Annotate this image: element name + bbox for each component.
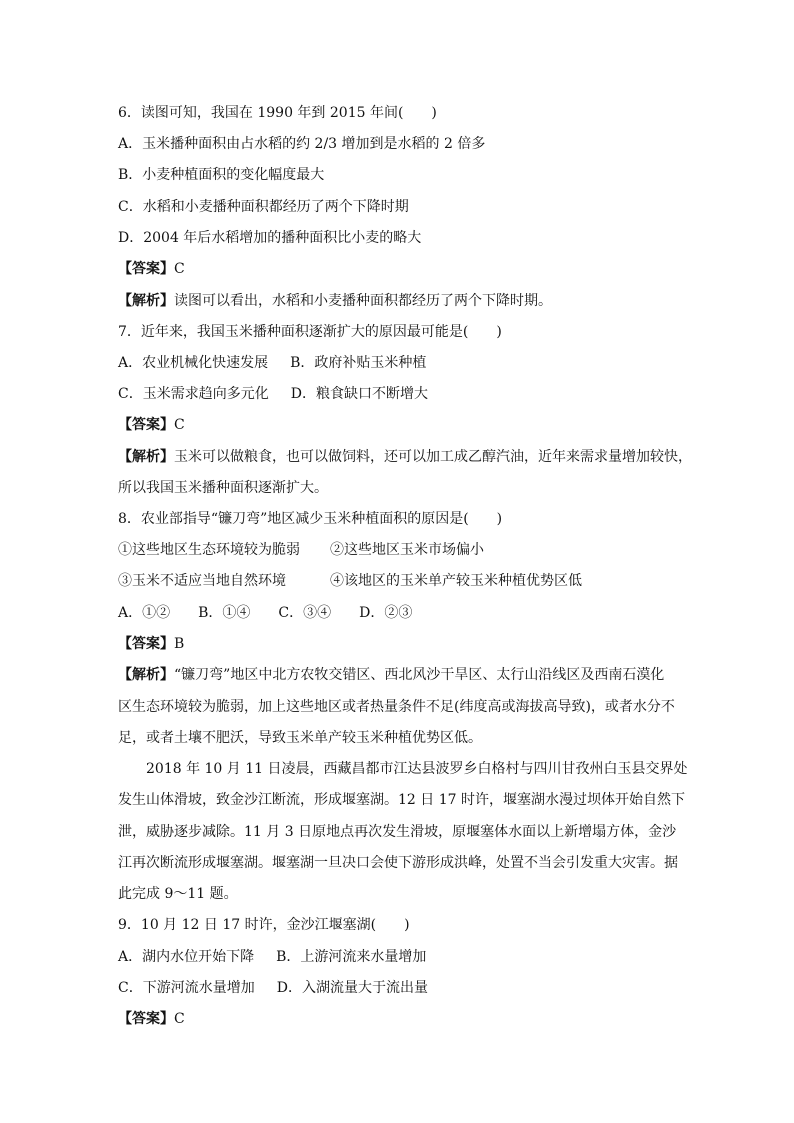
q9-answer — [118, 1010, 678, 1028]
q8-stem: 8．农业部指导“镰刀弯”地区减少玉米种植面积的原因是( ) — [118, 511, 503, 527]
q9-option-a: A．湖内水位开始下降 — [118, 949, 255, 965]
q7-option-d: D．粮食缺口不断增大 — [290, 386, 428, 402]
q7-option-c: C．玉米需求趋向多元化 — [118, 386, 269, 402]
q7-answer — [118, 416, 678, 434]
q7-analysis-line2: 所以我国玉米播种面积逐渐扩大。 — [118, 480, 328, 496]
answer-label: 【答案】 — [118, 636, 174, 652]
q6-option-c: C．水稻和小麦播种面积都经历了两个下降时期 — [118, 199, 409, 215]
q7-stem: 7．近年来，我国玉米播种面积逐渐扩大的原因最可能是( ) — [118, 324, 502, 340]
answer-value: B — [174, 636, 185, 652]
passage-line4: 江再次断流形成堰塞湖。堰塞湖一旦决口会使下游形成洪峰，处置不当会引发重大灾害。据 — [118, 855, 678, 871]
q8-analysis-line2: 区生态环境较为脆弱，加上这些地区或者热量条件不足(纬度高或海拔高导致)，或者水分不 — [118, 699, 675, 715]
q7-analysis-line1 — [118, 448, 692, 466]
q9-options-row1 — [118, 948, 678, 966]
answer-value: C — [174, 417, 185, 433]
q8-analysis-line1 — [118, 666, 678, 684]
answer-label: 【答案】 — [118, 261, 174, 277]
analysis-text: “镰刀弯”地区中北方农牧交错区、西北风沙干旱区、太行山沿线区及西南石漠化 — [174, 667, 665, 683]
q9-option-c: C．下游河流水量增加 — [118, 980, 255, 996]
passage-line2: 发生山体滑坡，致金沙江断流，形成堰塞湖。12 日 17 时许，堰塞湖水漫过坝体开始自然下 — [118, 792, 685, 808]
passage-line1: 2018 年 10 月 11 日凌晨，西藏昌都市江达县波罗乡白格村与四川甘孜州白玉县交界处 — [146, 761, 688, 777]
passage-line5: 此完成 9～11 题。 — [118, 886, 238, 902]
answer-label: 【答案】 — [118, 1011, 174, 1027]
analysis-label: 【解析】 — [118, 667, 174, 683]
q7-options-row1 — [118, 354, 678, 372]
q9-options-row2 — [118, 979, 678, 997]
q6-stem: 6．读图可知，我国在 1990 年到 2015 年间( ) — [118, 105, 437, 121]
q8-items-row1 — [118, 541, 678, 559]
q8-items-row2 — [118, 572, 678, 590]
q8-item-4: ④该地区的玉米单产较玉米种植优势区低 — [330, 573, 582, 589]
q6-answer — [118, 260, 678, 278]
analysis-label: 【解析】 — [118, 449, 174, 465]
q9-option-b: B．上游河流来水量增加 — [276, 949, 427, 965]
q8-analysis-line3: 足，或者土壤不肥沃，导致玉米单产较玉米种植优势区低。 — [118, 730, 482, 746]
q6-analysis — [118, 292, 678, 310]
q7-option-a: A．农业机械化快速发展 — [118, 355, 269, 371]
q7-option-b: B．政府补贴玉米种植 — [290, 355, 427, 371]
q9-option-d: D．入湖流量大于流出量 — [276, 980, 428, 996]
q8-item-1: ①这些地区生态环境较为脆弱 — [118, 542, 300, 558]
q9-stem: 9．10 月 12 日 17 时许，金沙江堰塞湖( ) — [118, 917, 410, 933]
answer-label: 【答案】 — [118, 417, 174, 433]
answer-value: C — [174, 1011, 185, 1027]
q6-option-d: D．2004 年后水稻增加的播种面积比小麦的略大 — [118, 230, 422, 246]
q8-options: A．①② B．①④ C．③④ D．②③ — [118, 605, 413, 621]
q6-option-b: B．小麦种植面积的变化幅度最大 — [118, 167, 325, 183]
q6-option-a: A．玉米播种面积由占水稻的约 2/3 增加到是水稻的 2 倍多 — [118, 136, 486, 152]
passage-line3: 泄，威胁逐步减除。11 月 3 日原地点再次发生滑坡，原堰塞体水面以上新增塌方体，金沙 — [118, 824, 677, 840]
q8-answer — [118, 635, 678, 653]
q8-item-2: ②这些地区玉米市场偏小 — [330, 542, 484, 558]
analysis-label: 【解析】 — [118, 293, 174, 309]
q8-item-3: ③玉米不适应当地自然环境 — [118, 573, 286, 589]
answer-value: C — [174, 261, 185, 277]
analysis-text: 玉米可以做粮食，也可以做饲料，还可以加工成乙醇汽油，近年来需求量增加较快， — [174, 449, 692, 465]
analysis-text: 读图可以看出，水稻和小麦播种面积都经历了两个下降时期。 — [174, 293, 552, 309]
q7-options-row2 — [118, 385, 678, 403]
